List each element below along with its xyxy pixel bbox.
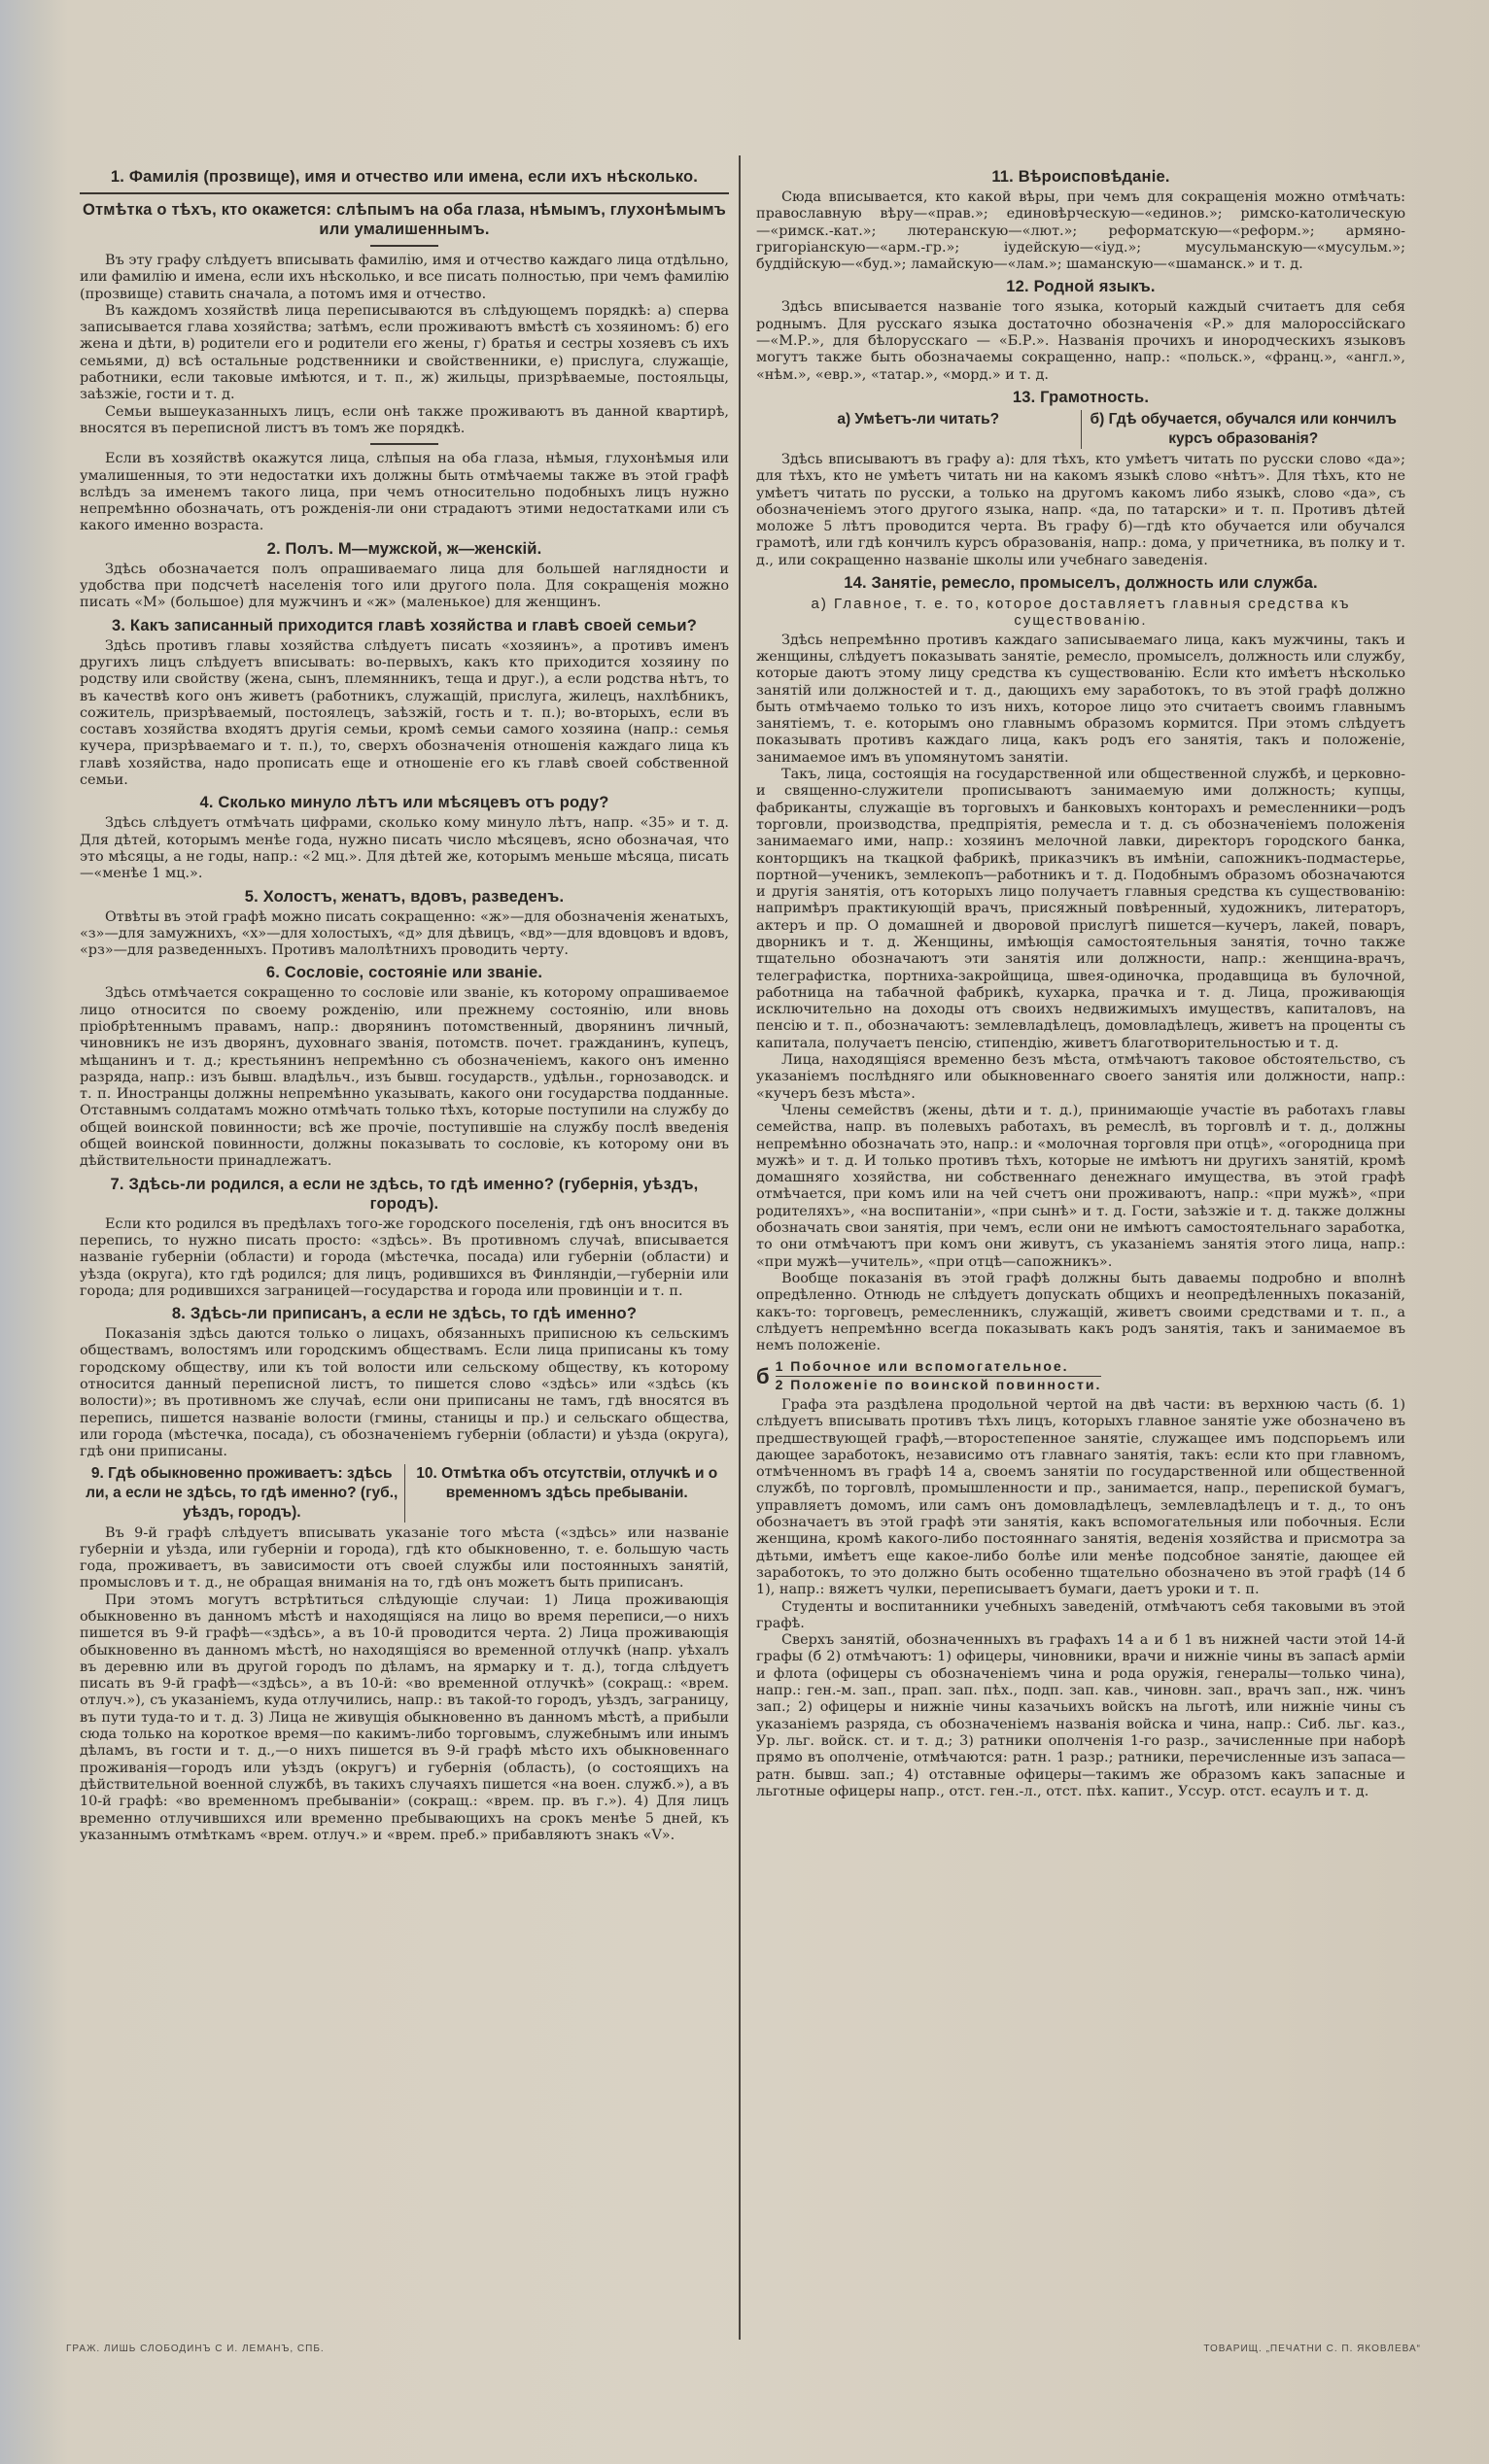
paragraph: При этомъ могутъ встрѣтиться слѣдующіе случаи: 1) Лица проживающія обыкновенно въ данномъ мѣстѣ и находящіяся на лицо во время переписи,—о нихъ пишется въ 9-й графѣ—«здѣсь», а въ 10-й проводится черта. 2) Лица проживающія обыкновенно въ данномъ мѣстѣ, но находящіяся во временной отлучкѣ (напр. уѣхалъ въ деревню или въ другой городъ по дѣламъ, на ярмарку и т. д.), тогда слѣдуетъ писать въ 9-й графѣ—«здѣсь», а въ 10-й: «во временной отлучкѣ» (сокращ.: «врем. отлуч.»), съ указаніемъ, куда отлучились, напр.: въ такой-то городъ, уѣздъ, заграницу, въ пути туда-то и т. д. 3) Лица не живущія обыкновенно въ данномъ мѣстѣ, а прибыли сюда только на короткое время—по какимъ-либо торговымъ, служебнымъ или инымъ дѣламъ, въ гости и т. д.,—о нихъ пишется въ 9-й графѣ мѣсто ихъ обыкновеннаго проживанія—городъ или уѣздъ (округъ) и губернія (область), (о состоящихъ на дѣйствительной военной службѣ, въ такихъ случаяхъ пишется «на воен. служб.»), а въ 10-й графѣ: «во временномъ пребываніи» (сокращ.: «врем. пр. въ г.»). 4) Для лицъ временно отлучившихся или временно пребывающихъ на срокъ менѣе 5 дней, къ указаннымъ отмѣткамъ «врем. отлуч.» и «врем. преб.» прибавляютъ знакъ «V».	[80, 1591, 729, 1843]
heading-right: 10. Отмѣтка объ отсутствіи, отлучкѣ и о временномъ здѣсь пребываніи.	[416, 1464, 718, 1501]
printer-imprint-left: ГРАЖ. ЛИШЬ СЛОБОДИНЪ С И. ЛЕМАНЪ, СПБ.	[66, 2344, 325, 2354]
paragraph: Отвѣты въ этой графѣ можно писать сокращенно: «ж»—для обозначенія женатыхъ, «з»—для замужнихъ, «х»—для холостыхъ, «д» для дѣвицъ, «вд»—для вдовцовъ и вдовъ, «рз»—для разведенныхъ. Противъ малолѣтнихъ проводить черту.	[80, 908, 729, 959]
printer-imprint-right: ТОВАРИЩ. „ПЕЧАТНИ С. П. ЯКОВЛЕВА“	[1203, 2344, 1421, 2354]
subsection-b-heading	[756, 1358, 1405, 1393]
section-heading: 6. Сословіе, состояніе или званіе.	[265, 964, 543, 982]
section-heading: 8. Здѣсь-ли приписанъ, а если не здѣсь, то гдѣ именно?	[171, 1305, 638, 1323]
paragraph: Въ 9-й графѣ слѣдуетъ вписывать указаніе того мѣста («здѣсь» или названіе губерніи и уѣзда, или губерніи и города), гдѣ кто обыкновенно, т. е. большую часть года, проживаетъ, въ зависимости отъ своей службы или постоянныхъ занятій, промысловъ и т. д., не обращая вниманія на то, гдѣ онъ можетъ быть приписанъ.	[80, 1524, 729, 1591]
section-heading: 13. Грамотность.	[1012, 388, 1150, 406]
paragraph: Члены семействъ (жены, дѣти и т. д.), принимающіе участіе въ работахъ главы семейства, напр. въ полевыхъ работахъ, въ ремеслѣ, въ торговлѣ и т. д., должны непремѣнно обозначать это, напр.: и «молочная торговля при отцѣ», «огородница при мужѣ» и т. д. И только противъ тѣхъ, которые не имѣютъ ни другихъ занятій, кромѣ домашняго хозяйства, ни собственнаго денежнаго имущества, въ этой графѣ отмѣчается, при комъ или на чей счетъ они проживаютъ, напр.: «при мужѣ», «при родителяхъ», «на воспитаніи», «при сынѣ» и т. д. Гости, заѣзжіе и т. д. также должны обозначать свои занятія, при чемъ, если они не имѣютъ самостоятельнаго заработка, то они отмѣчаютъ при комъ они живутъ, съ указаніемъ занятія этого лица, напр.: «при мужѣ—учитель», «при отцѣ—сапожникъ».	[756, 1102, 1405, 1270]
paragraph: Сверхъ занятій, обозначенныхъ въ графахъ 14 а и б 1 въ нижней части этой 14-й графы (б 2) отмѣчаютъ: 1) офицеры, чиновники, врачи и нижніе чины въ запасѣ арміи и флота (офицеры съ обозначеніемъ чина и рода оружія, генералы—только чина), напр.: ген.-м. зап., прап. зап. пѣх., подп. зап. кав., чиновн. зап., врачъ зап., нж. чинъ зап.; 2) офицеры и нижніе чины казачьихъ войскъ на льготѣ, или нижніе чины съ указаніемъ разряда, съ обозначеніемъ названія войска и чина, напр.: Сиб. льг. каз., Ур. льг. войск. ст. и т. д.; 3) ратники ополченія 1-го разр., зачисленные при наборѣ прямо въ ополченіе, отмѣчаются: ратн. 1 разр.; ратники, перечисленные изъ запаса—ратн. бывш. зап.; 4) отставные офицеры—такимъ же образомъ какъ запасные и льготные офицеры напр., отст. ген.-л., отст. пѣх. капит., Уссур. отст. есаулъ и т. д.	[756, 1632, 1405, 1799]
paragraph: Въ эту графу слѣдуетъ вписывать фамилію, имя и отчество каждаго лица отдѣльно, или фамилію и имена, если ихъ нѣсколько, и все писать полностью, при чемъ фамилію (прозвище) ставить сначала, а потомъ имя и отчество.	[80, 253, 729, 302]
paragraph: Семьи вышеуказанныхъ лицъ, если онѣ также проживаютъ въ данной квартирѣ, вносятся въ переписной листъ въ томъ же порядкѣ.	[80, 403, 729, 436]
right-column	[756, 163, 1405, 1800]
section-heading: 4. Сколько минуло лѣтъ или мѣсяцевъ отъ роду?	[199, 794, 609, 812]
paragraph: Здѣсь отмѣчается сокращенно то сословіе или званіе, къ которому опрашиваемое лицо относится по своему рожденію, или прежнему состоянію, или вновь пріобрѣтеннымъ правамъ, напр.: дворянинъ потомственный, дворянинъ личный, чиновникъ не изъ дворянъ, духовнаго званія, потомств. почет. гражданинъ, купецъ, мѣщанинъ и т. д.; крестьянинъ непремѣнно съ обозначеніемъ, какого онъ именно разряда, напр.: изъ бывш. владѣльч., изъ бывш. государств., удѣльн., горнозаводск. и т. п. Иностранцы должны непремѣнно указывать, какого они государства подданные. Отставнымъ солдатамъ можно отмѣчать только тѣхъ, которые поступили на службу до общей воинской повинности; всѣ же прочіе, поступившіе на службу послѣ введенія общей воинской повинности, должны показывать то сословіе, къ которому они въ дѣйствительности принадлежатъ.	[80, 985, 729, 1170]
paragraph: Вообще показанія въ этой графѣ должны быть даваемы подробно и вполнѣ опредѣленно. Отнюдь не слѣдуетъ допускать общихъ и неопредѣленныхъ показаній, какъ-то: торговецъ, ремесленникъ, служащій, живетъ своими средствами и т. п., а слѣдуетъ непремѣнно всегда показывать какъ родъ занятія, такъ и занимаемое въ немъ положеніе.	[756, 1270, 1405, 1354]
divider-rule	[80, 192, 729, 194]
subsection-line-1: 1 Побочное или вспомогательное.	[776, 1358, 1102, 1376]
section-heading: 1. Фамилія (прозвище), имя и отчество или имена, если ихъ нѣсколько.	[110, 168, 699, 186]
heading-left: 9. Гдѣ обыкновенно проживаетъ: здѣсь ли, а если не здѣсь, то гдѣ именно? (губ., уѣздъ, городъ).	[80, 1464, 405, 1523]
paragraph: Если кто родился въ предѣлахъ того-же городского поселенія, гдѣ онъ вносится въ перепись, то нужно писать просто: «здѣсь». Въ противномъ случаѣ, вписывается названіе губерніи (области) и города (мѣстечка, посада) или губерніи (области) и уѣзда (округа), кто гдѣ родился; для лицъ, родившихся въ Финляндіи,—губерніи или города; для родившихся заграницей—государства и города или провинціи и т. п.	[80, 1215, 729, 1299]
section-heading: Отмѣтка о тѣхъ, кто окажется: слѣпымъ на оба глаза, нѣмымъ, глухонѣмымъ или умалишеннымъ.	[82, 201, 727, 238]
subsection-lines	[776, 1358, 1102, 1393]
section-heading: 2. Полъ. М—мужской, ж—женскій.	[266, 539, 542, 558]
paragraph: Графа эта раздѣлена продольной чертой на двѣ части: въ верхнюю часть (б. 1) слѣдуетъ вписывать противъ тѣхъ лицъ, которыхъ главное занятіе уже обозначено въ предшествующей графѣ,—второстепенное занятіе, служащее имъ подспорьемъ или дающее заработокъ, независимо отъ главнаго занятія, такъ: если кто при главномъ, отмѣченномъ въ графѣ 14 а, своемъ занятіи по государственной или общественной службѣ, по торговлѣ, промышленности и пр., занимается, напр., перепиской бумагъ, управляетъ домомъ, или самъ онъ домовладѣлецъ, землевладѣлецъ и т. д., то онъ обозначаетъ въ этой графѣ эти занятія, какъ вспомогательныя или побочныя. Если женщина, кромѣ какого-либо постояннаго занятія, веденія хозяйства и присмотра за дѣтьми, имѣетъ еще какое-либо болѣе или менѣе подсобное занятіе, дающее ей заработокъ, то это должно быть особенно тщательно обозначено въ этой графѣ (14 б 1), напр.: вяжетъ чулки, переписываетъ бумаги, даетъ уроки и т. п.	[756, 1397, 1405, 1598]
paragraph: Здѣсь вписывается названіе того языка, который каждый считаетъ для себя роднымъ. Для русскаго языка достаточно обозначенія «Р.» для малороссійскаго—«М.Р.», для бѣлорусскаго — «Б.Р.». Названія прочихъ и инородческихъ языковъ могутъ также быть обозначаемы сокращенно, напр.: «польск.», «франц.», «англ.», «нѣм.», «евр.», «татар.», «морд.» и т. д.	[756, 299, 1405, 383]
paragraph: Здѣсь противъ главы хозяйства слѣдуетъ писать «хозяинъ», а противъ именъ другихъ лицъ слѣдуетъ вписывать: во-первыхъ, какъ кто приходится хозяину по родству или свойству (жена, сынъ, племянникъ, теща и друг.), а если родства нѣтъ, то въ качествѣ кого онъ живетъ (работникъ, служащій, прислуга, жилецъ, нахлѣбникъ, сожитель, призрѣваемый, постоялецъ, заѣзжій, гость и т. п.); во-вторыхъ, если въ составъ хозяйства входятъ другія семьи, кромѣ семьи самого хозяина (напр.: семья кучера, призрѣваемаго и т. п.), то, сверхъ обозначенія отношенія каждаго лица къ главѣ хозяйства, надо прописать еще и отношеніе его къ главѣ своей собственной семьи.	[80, 637, 729, 789]
section-heading: 5. Холостъ, женатъ, вдовъ, разведенъ.	[244, 887, 565, 906]
paragraph: Здѣсь слѣдуетъ отмѣчать цифрами, сколько кому минуло лѣтъ, напр. «35» и т. д. Для дѣтей, которымъ менѣе года, нужно писать число мѣсяцевъ, ясно обозначая, что это мѣсяцы, а не годы, напр.: «2 мц.». Для дѣтей же, которымъ меньше мѣсяца, писать—«менѣе 1 мц.».	[80, 815, 729, 882]
section-heading: 14. Занятіе, ремесло, промыселъ, должность или служба.	[844, 574, 1318, 593]
subsection-line-2: 2 Положеніе по воинской повинности.	[775, 1376, 1102, 1392]
left-column	[80, 163, 729, 1844]
paragraph: Здѣсь непремѣнно противъ каждаго записываемаго лица, какъ мужчины, такъ и женщины, слѣдуетъ показывать занятіе, ремесло, промыселъ, должность или службу, которые даютъ этому лицу средства къ существованію. Если кто имѣетъ нѣсколько занятій или должностей и т. д., дающихъ ему заработокъ, то въ этой графѣ должно быть отмѣчаемо только то изъ нихъ, которое лицо это считаетъ своимъ главнымъ занятіемъ, т. е. которымъ оно главнымъ образомъ кормится. При этомъ слѣдуетъ показывать противъ каждаго лица, какъ родъ его занятія, такъ и положеніе, занимаемое имъ въ упомянутомъ занятіи.	[756, 632, 1405, 766]
paragraph: Здѣсь вписываютъ въ графу а): для тѣхъ, кто умѣетъ читать по русски слово «да»; для тѣхъ, кто не умѣетъ читать ни на какомъ языкѣ слово «нѣтъ». Для тѣхъ, кто не умѣетъ читать по русски, а только на другомъ какомъ либо языкѣ, слово «да», съ обозначеніемъ этого другого языка, напр. «да, по татарски» и т. п. Противъ дѣтей моложе 5 лѣтъ проводится черта. Въ графу б)—гдѣ кто обучается или обучался грамотѣ, или гдѣ кончилъ курсъ образованія, напр.: дома, у причетника, въ полку и т. д., или сокращенно названіе школы или учебнаго заведенія.	[756, 451, 1405, 568]
section-heading: 12. Родной языкъ.	[1006, 278, 1156, 296]
paragraph: Показанія здѣсь даются только о лицахъ, обязанныхъ приписною къ сельскимъ обществамъ, волостямъ или городскимъ обществамъ. Если лица приписаны къ тому городскому обществу, или къ той волости или сельскому обществу, къ которому относится данный переписной листъ, то пишется слово «здѣсь» или «здѣсь (къ волости)»; въ противномъ же случаѣ, если они приписаны не тамъ, гдѣ вносятся въ перепись, пишется названіе волости (гмины, станицы и пр.) и сельскаго общества, или города (мѣстечка, посада), съ обозначеніемъ губерніи (области) и уѣзда (округа), гдѣ они приписаны.	[80, 1326, 729, 1460]
paragraph: Лица, находящіяся временно безъ мѣста, отмѣчаютъ таковое обстоятельство, съ указаніемъ послѣдняго или обыкновеннаго своего занятія или должности, напр.: «кучеръ безъ мѣста».	[756, 1052, 1405, 1102]
subsection-heading: а) Главное, т. е. то, которое доставляетъ главныя средства къ существованію.	[811, 596, 1351, 630]
two-column-heading	[756, 410, 1405, 449]
paragraph: Въ каждомъ хозяйствѣ лица переписываются въ слѣдующемъ порядкѣ: а) сперва записывается глава хозяйства; затѣмъ, если проживаютъ вмѣстѣ съ хозяиномъ: б) его жена и дѣти, в) родители его и родители его жены, г) братья и сестры хозяевъ съ ихъ семьями, д) всѣ остальные родственники и свойственники, е) прислуга, служащіе, работники, если таковые имѣются, и т. п., ж) жильцы, призрѣваемые, постояльцы, заѣзжіе, гости и т. д.	[80, 302, 729, 403]
paragraph: Такъ, лица, состоящія на государственной или общественной службѣ, и церковно- и священно-служители прописываютъ занимаемую ими должность; купцы, фабриканты, служащіе въ торговыхъ и банковыхъ конторахъ и ремесленники—родъ торговли, производства, предпріятія, ремесла и т. д. съ обозначеніемъ положенія занимаемаго ими, напр.: хозяинъ мелочной лавки, директоръ городского банка, конторщикъ на ткацкой фабрикѣ, приказчикъ въ имѣніи, сапожникъ-подмастерье, портной—ученикъ, землекопъ—работникъ и т. д. Подобнымъ образомъ обозначаются и другія занятія, отъ которыхъ лицо получаетъ главныя средства къ существованію: напримѣръ практикующій врачъ, присяжный повѣренный, художникъ, литераторъ, актеръ и пр. О домашней и дворовой прислугѣ пишется—кучеръ, лакей, поваръ, дворникъ и т. д. Женщины, имѣющія самостоятельныя занятія, точно также тщательно обозначаютъ эти занятія или должности, напр.: женщина-врачъ, телеграфистка, портниха-закройщица, швея-одиночка, продавщица въ булочной, работница на табачной фабрикѣ, кухарка, прачка и т. д. Лица, проживающія исключительно на доходы отъ своихъ недвижимыхъ имуществъ, капиталовъ, на пенсію и т. п., обозначаютъ: землевладѣлецъ, домовладѣлецъ, живетъ на проценты съ капитала, получаетъ пенсію, стипендію, живетъ благотворительностью и т. д.	[756, 767, 1405, 1051]
paragraph: Сюда вписывается, кто какой вѣры, при чемъ для сокращенія можно отмѣчать: православную вѣру—«прав.»; единовѣрческую—«единов.»; римско-католическую—«римск.-кат.»; лютеранскую—«лют.»; реформатскую—«реформ.»; армяно-григоріанскую—«арм.-гр.»; іудейскую—«іуд.»; мусульманскую—«мусульм.»; буддійскую—«буд.»; ламайскую—«лам.»; шаманскую—«шаманск.» и т. д.	[756, 189, 1405, 273]
short-divider-rule	[370, 245, 438, 247]
heading-left: а) Умѣетъ-ли читать?	[756, 410, 1082, 449]
section-heading: 11. Вѣроисповѣданіе.	[991, 168, 1170, 186]
paragraph: Студенты и воспитанники учебныхъ заведеній, отмѣчаютъ себя таковыми въ этой графѣ.	[756, 1598, 1405, 1631]
paragraph: Если въ хозяйствѣ окажутся лица, слѣпыя на оба глаза, нѣмыя, глухонѣмыя или умалишенныя, то эти недостатки ихъ должны быть отмѣчаемы также въ этой графѣ вслѣдъ за именемъ такого лица, при чемъ относительно подобныхъ лицъ нужно непремѣнно обозначать, отъ рожденія-ли они страдаютъ этими недостатками или съ какого именно возраста.	[80, 451, 729, 534]
heading-right: б) Гдѣ обучается, обучался или кончилъ курсъ образованія?	[1090, 410, 1397, 447]
two-column-heading	[80, 1464, 729, 1523]
column-divider	[739, 155, 741, 2340]
section-heading: 3. Какъ записанный приходится главѣ хозяйства и главѣ своей семьи?	[111, 616, 698, 634]
section-heading: 7. Здѣсь-ли родился, а если не здѣсь, то гдѣ именно? (губернія, уѣздъ, городъ).	[110, 1175, 699, 1213]
paragraph: Здѣсь обозначается полъ опрашиваемаго лица для большей наглядности и удобства при подсчетѣ населенія того или другого пола. Для сокращенія можно писать «М» (большое) для мужчинъ и «ж» (маленькое) для женщинъ.	[80, 561, 729, 611]
subsection-letter: б	[756, 1363, 772, 1388]
short-divider-rule	[370, 443, 438, 445]
